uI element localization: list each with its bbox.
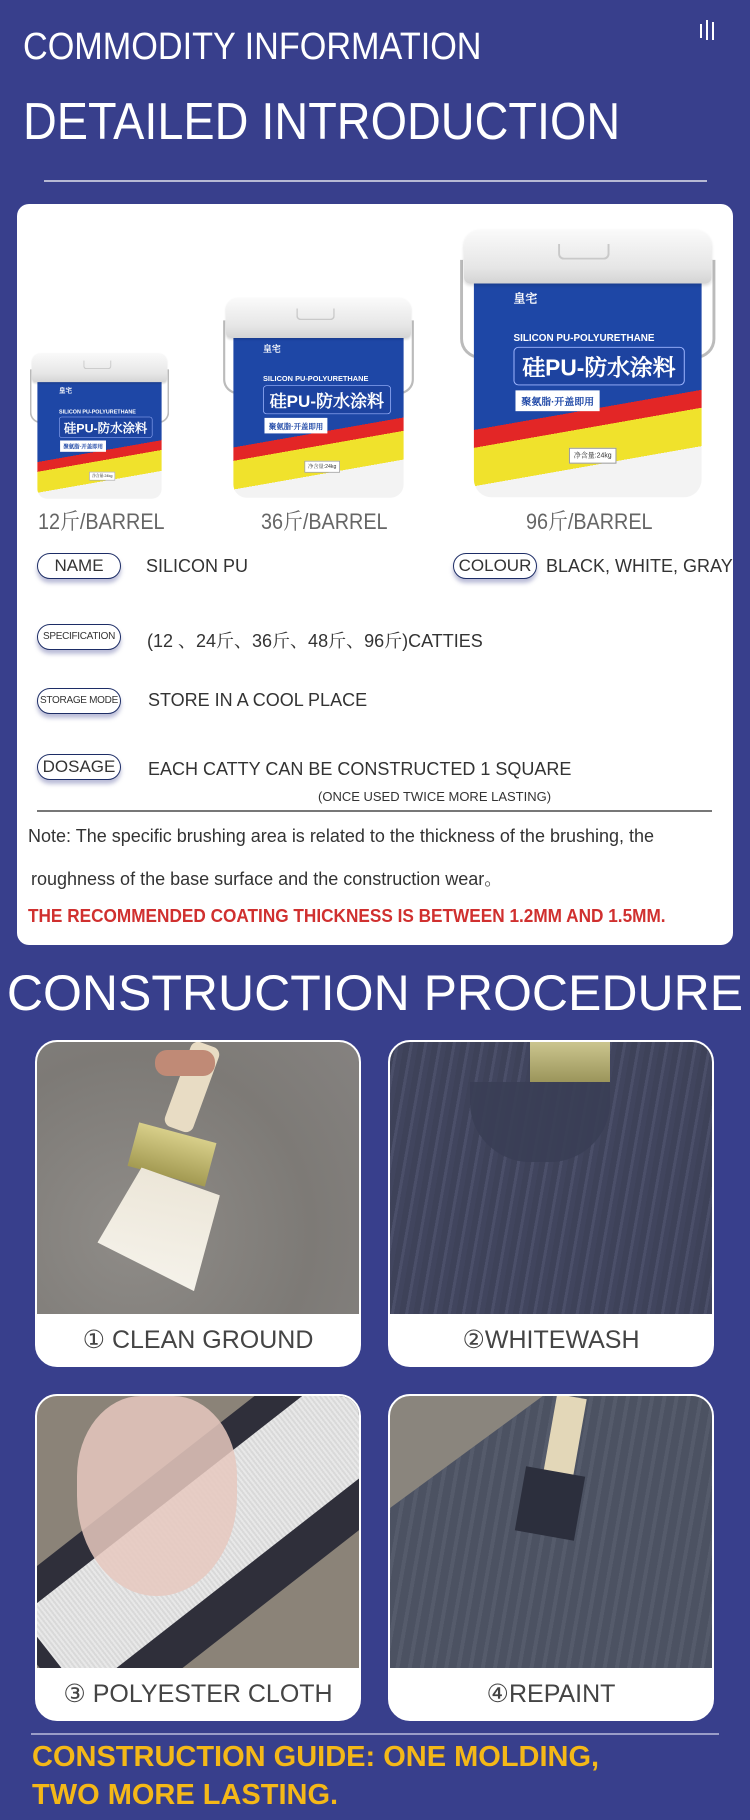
- polyester-cloth-photo: [37, 1396, 359, 1668]
- thickness-warning: THE RECOMMENDED COATING THICKNESS IS BETWEEN 1.2MM AND 1.5MM.: [28, 905, 666, 926]
- bucket-image-large: [464, 230, 712, 499]
- bucket-tag: 聚氨脂·开盖即用: [264, 418, 327, 434]
- name-value: SILICON PU: [146, 556, 249, 576]
- note-line: Note: The specific brushing area is related to the thickness of the brushing, the: [28, 826, 655, 846]
- colour-value: BLACK, WHITE, GRAY: [546, 556, 733, 576]
- bucket-net-weight: 净含量:24kg: [304, 461, 340, 473]
- barrel-label: 96斤/BARREL: [526, 509, 653, 534]
- bucket-tag: 聚氨脂·开盖即用: [60, 440, 106, 451]
- brand-logo: 皇宅: [513, 291, 538, 306]
- step-label: ④REPAINT: [486, 1680, 616, 1708]
- step-label: ① CLEAN GROUND: [82, 1326, 314, 1354]
- whitewash-photo: [390, 1042, 712, 1314]
- guide-line: TWO MORE LASTING.: [32, 1779, 339, 1811]
- bucket-image-small: [32, 353, 167, 500]
- bucket-english-text: SILICON PU-POLYURETHANE: [263, 374, 369, 384]
- bucket-chinese-text: 硅PU-防水涂料: [514, 347, 685, 386]
- bucket-image-medium: [226, 298, 411, 499]
- bucket-chinese-text: 硅PU-防水涂料: [59, 417, 152, 438]
- step-label: ③ POLYESTER CLOTH: [63, 1680, 333, 1708]
- step-label: ②WHITEWASH: [462, 1326, 640, 1354]
- brush-bristles: [515, 1466, 585, 1540]
- dosage-subnote: (ONCE USED TWICE MORE LASTING): [318, 789, 552, 804]
- barrel-label: 12斤/BARREL: [38, 509, 165, 534]
- bucket-chinese-text: 硅PU-防水涂料: [263, 385, 391, 414]
- page-title: DETAILED INTRODUCTION: [23, 93, 621, 151]
- step-card-clean-ground: [35, 1040, 361, 1367]
- dosage-pill: DOSAGE: [37, 754, 121, 780]
- specification-value: (12 、24斤、36斤、48斤、96斤)CATTIES: [147, 631, 483, 651]
- storage-mode-value: STORE IN A COOL PLACE: [148, 690, 368, 710]
- procedure-title: CONSTRUCTION PROCEDURE: [6, 965, 744, 1021]
- brush-ferrule: [530, 1042, 610, 1082]
- bucket-english-text: SILICON PU-POLYURETHANE: [59, 409, 136, 416]
- brand-logo: 皇宅: [263, 343, 281, 355]
- bucket-english-text: SILICON PU-POLYURETHANE: [513, 332, 655, 344]
- barrel-label: 36斤/BARREL: [261, 509, 388, 534]
- step-card-repaint: [388, 1394, 714, 1721]
- bucket-net-weight: 净含量:24kg: [89, 472, 115, 481]
- dosage-value: EACH CATTY CAN BE CONSTRUCTED 1 SQUARE: [148, 759, 572, 779]
- gloved-hand: [77, 1396, 237, 1596]
- colour-pill: COLOUR: [453, 553, 537, 579]
- brush-bristles: [470, 1082, 610, 1162]
- note-line: roughness of the base surface and the construction wear。: [31, 869, 503, 889]
- divider: [37, 810, 712, 812]
- bucket-net-weight: 净含量:24kg: [569, 448, 617, 464]
- brand-logo: 皇宅: [59, 386, 72, 395]
- guide-line: CONSTRUCTION GUIDE: ONE MOLDING,: [32, 1741, 600, 1773]
- divider: [44, 180, 707, 182]
- storage-mode-pill: STORAGE MODE: [37, 688, 121, 714]
- hand: [155, 1050, 215, 1076]
- clean-ground-photo: [37, 1042, 359, 1314]
- section-subtitle: COMMODITY INFORMATION: [23, 26, 482, 68]
- menu-bars-icon[interactable]: [696, 20, 718, 42]
- name-pill: NAME: [37, 553, 121, 579]
- divider: [31, 1733, 719, 1735]
- step-card-whitewash: [388, 1040, 714, 1367]
- repaint-photo: [390, 1396, 712, 1668]
- specification-pill: SPECIFICATION: [37, 624, 121, 650]
- step-card-polyester-cloth: [35, 1394, 361, 1721]
- bucket-tag: 聚氨脂·开盖即用: [515, 390, 599, 411]
